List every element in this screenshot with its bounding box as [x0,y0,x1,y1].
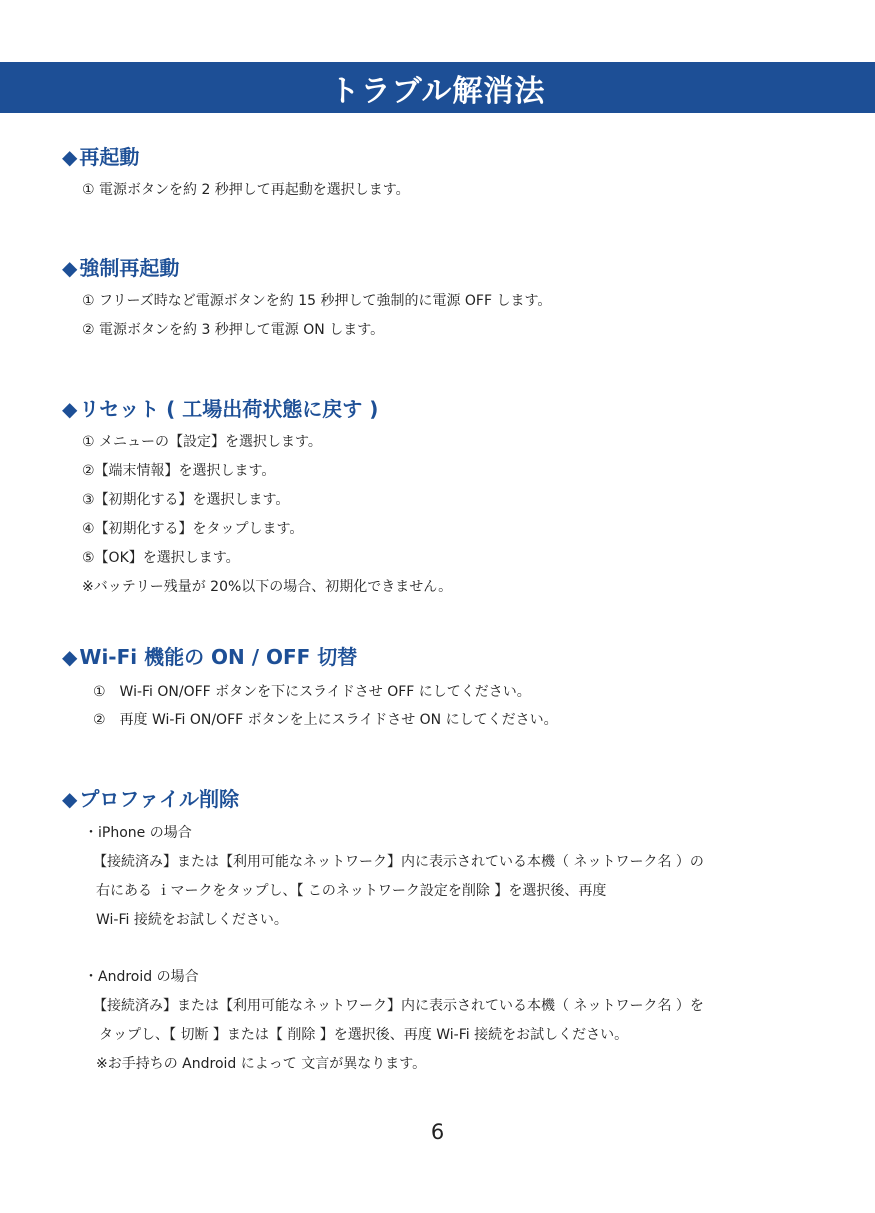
android-label: ・Android の場合 [84,969,199,985]
list-item: ① Wi-Fi ON/OFF ボタンを下にスライドさせ OFF にしてください。 [93,684,531,700]
list-item: ① 電源ボタンを約 2 秒押して再起動を選択します。 [82,182,410,198]
diamond-bullet-icon: ◆ [62,787,78,811]
section-title: リセット ( 工場出荷状態に戻す ) [79,397,379,421]
list-item: ②【端末情報】を選択します。 [82,463,276,479]
section-title: 再起動 [79,145,140,169]
section-heading-profile [62,787,239,811]
section-title: 強制再起動 [79,256,180,280]
section-heading-restart [62,145,139,169]
note-text: ※バッテリー残量が 20%以下の場合、初期化できません。 [82,579,453,595]
list-item: ② 再度 Wi-Fi ON/OFF ボタンを上にスライドさせ ON にしてください。 [93,712,558,728]
paragraph-line: Wi-Fi 接続をお試しください。 [96,912,288,928]
list-item: ④【初期化する】をタップします。 [82,521,304,537]
paragraph-line: タップし、【 切断 】または【 削除 】を選択後、再度 Wi-Fi 接続をお試しください。 [99,1027,629,1043]
title-banner [0,62,875,113]
list-item: ② 電源ボタンを約 3 秒押して電源 ON します。 [82,322,385,338]
diamond-bullet-icon: ◆ [62,256,78,280]
paragraph-line: 【接続済み】または【利用可能なネットワーク】内に表示されている本機（ ネットワーク名 ）を [93,998,704,1014]
list-item: ⑤【OK】を選択します。 [82,550,240,566]
page-title: トラブル解消法 [329,73,546,109]
diamond-bullet-icon: ◆ [62,145,78,169]
paragraph-line: 【接続済み】または【利用可能なネットワーク】内に表示されている本機（ ネットワーク名 ）の [93,854,704,870]
diamond-bullet-icon: ◆ [62,645,78,669]
section-title: プロファイル削除 [79,787,239,811]
list-item: ① メニューの【設定】を選択します。 [82,434,322,450]
iphone-label: ・iPhone の場合 [84,825,192,841]
diamond-bullet-icon: ◆ [62,397,78,421]
section-heading-wifi [62,645,357,669]
list-item: ③【初期化する】を選択します。 [82,492,290,508]
list-item: ① フリーズ時など電源ボタンを約 15 秒押して強制的に電源 OFF します。 [82,293,552,309]
page-number: 6 [430,1120,445,1144]
section-heading-reset [62,397,378,421]
note-text: ※お手持ちの Android によって 文言が異なります。 [96,1056,427,1072]
section-heading-force-restart [62,256,179,280]
paragraph-line: 右にある ｉマークをタップし、【 このネットワーク設定を削除 】を選択後、再度 [96,883,607,899]
section-title: Wi-Fi 機能の ON / OFF 切替 [79,645,358,669]
